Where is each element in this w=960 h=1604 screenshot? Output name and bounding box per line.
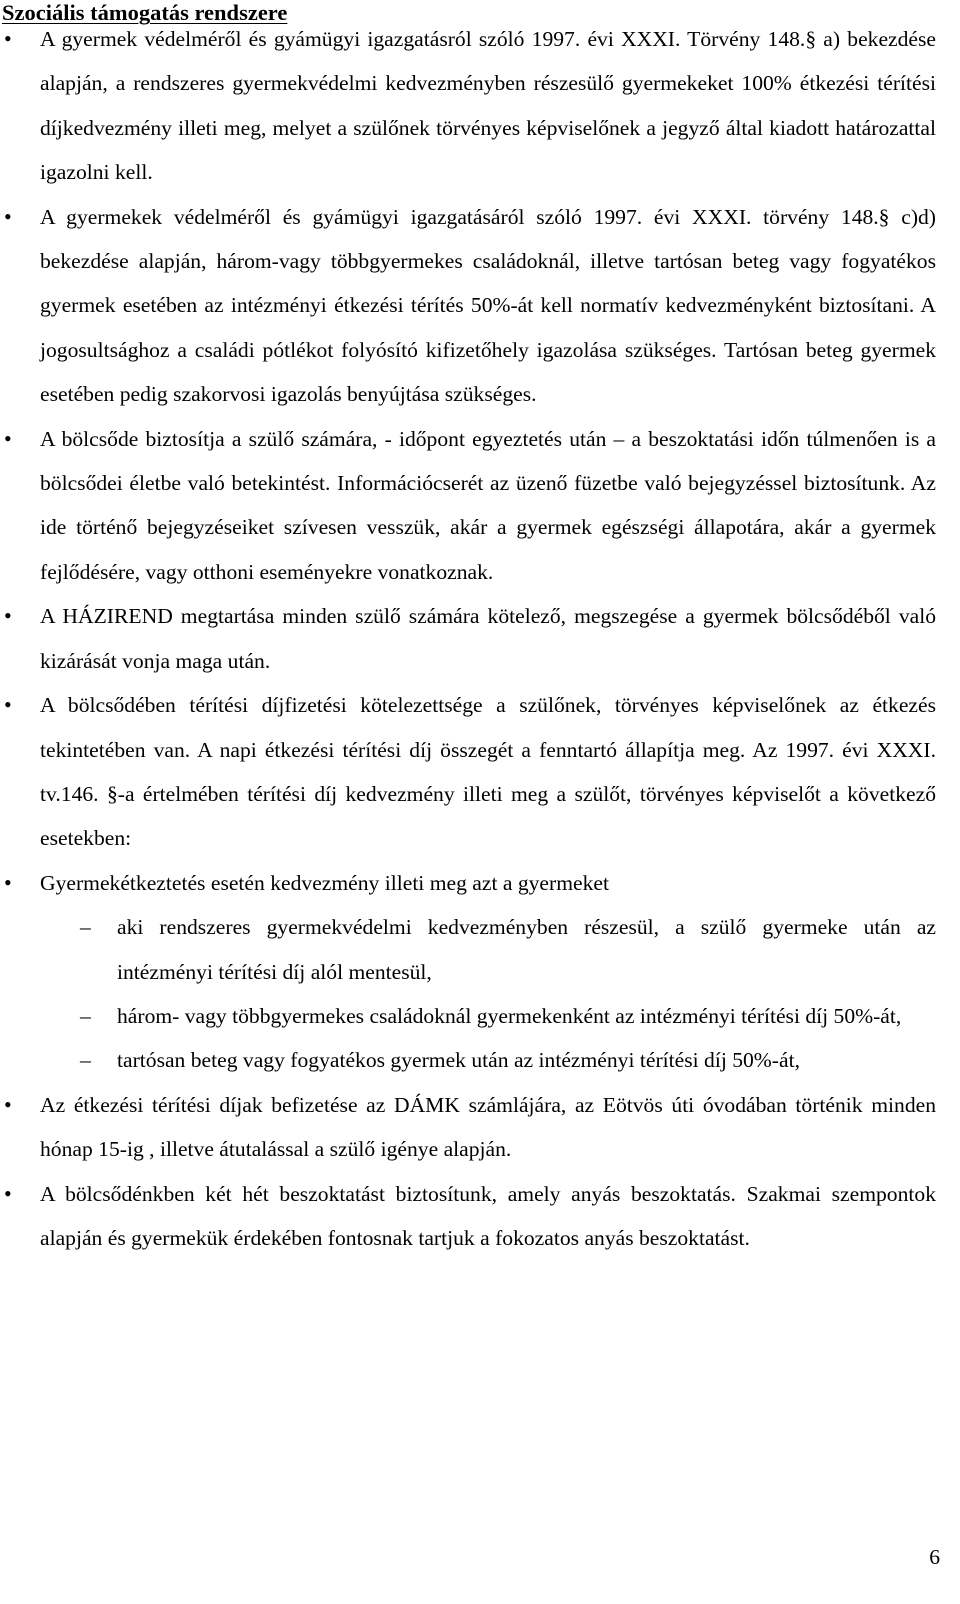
section-heading: Szociális támogatás rendszere bbox=[2, 0, 288, 25]
dash-list-item bbox=[0, 1038, 960, 1082]
dash-list bbox=[0, 905, 960, 1083]
list-item-text: A bölcsődénkben két hét beszoktatást biztosítunk, amely anyás beszoktatás. Szakmai szempontok alapján és gyermekük érdekében fontosnak tartjuk a fokozatos anyás beszoktatást. bbox=[40, 1181, 936, 1250]
bullet-icon: • bbox=[4, 1091, 12, 1117]
dash-icon: – bbox=[80, 915, 91, 940]
page-number: 6 bbox=[929, 1545, 940, 1569]
bullet-icon: • bbox=[4, 869, 12, 895]
dash-icon: – bbox=[80, 1003, 91, 1028]
list-item-text: A bölcsőde biztosítja a szülő számára, - időpont egyeztetés után – a beszoktatási időn túlmenően is a bölcsődei életbe való betekintést. Információcserét az üzenő füzetbe való bejegyzéssel biztosítunk. Az ide történő bejegyzéseiket szívesen vesszük, akár a gyermek egészségi állapotára, akár a gyermek fejlődésére, vagy otthoni eseményekre vonatkoznak. bbox=[40, 426, 936, 584]
list-item bbox=[0, 861, 960, 1083]
list-item bbox=[0, 594, 960, 683]
dash-list-item-text: aki rendszeres gyermekvédelmi kedvezményben részesül, a szülő gyermeke után az intézményi térítési díj alól mentesül, bbox=[117, 915, 936, 984]
list-item bbox=[0, 683, 960, 861]
bullet-icon: • bbox=[4, 603, 12, 629]
list-item-text: A bölcsődében térítési díjfizetési kötelezettsége a szülőnek, törvényes képviselőnek az étkezés tekintetében van. A napi étkezési térítési díj összegét a fenntartó állapítja meg. Az 1997. évi XXXI. tv.146. §-a értelmében térítési díj kedvezmény illeti meg a szülőt, törvényes képviselőt a következő esetekben: bbox=[40, 693, 936, 851]
list-item bbox=[0, 17, 960, 195]
list-item-text: A gyermekek védelméről és gyámügyi igazgatásáról szóló 1997. évi XXXI. törvény 148.§ c)d) bekezdése alapján, három-vagy többgyermekes családoknál, illetve tartósan beteg vagy fogyatékos gyermek esetében az intézményi étkezési térítés 50%-át kell normatív kedvezményként biztosítani. A jogosultsághoz a családi pótlékot folyósító kifizetőhely igazolása szükséges. Tartósan beteg gyermek esetében pedig szakorvosi igazolás benyújtása szükséges. bbox=[40, 204, 936, 407]
list-item-text: A HÁZIREND megtartása minden szülő számára kötelező, megszegése a gyermek bölcsődéből való kizárását vonja maga után. bbox=[40, 604, 936, 673]
list-item-text: Az étkezési térítési díjak befizetése az DÁMK számlájára, az Eötvös úti óvodában történik minden hónap 15-ig , illetve átutalással a szülő igénye alapján. bbox=[40, 1092, 936, 1162]
bullet-icon: • bbox=[4, 1180, 12, 1206]
list-item bbox=[0, 195, 960, 417]
dash-list-item bbox=[0, 905, 960, 994]
bullet-list bbox=[0, 17, 960, 1260]
bullet-icon: • bbox=[4, 692, 12, 718]
dash-icon: – bbox=[80, 1048, 91, 1073]
list-item bbox=[0, 1172, 960, 1261]
bullet-icon: • bbox=[4, 203, 12, 229]
list-item bbox=[0, 1083, 960, 1172]
dash-list-item-text: három- vagy többgyermekes családoknál gyermekenként az intézményi térítési díj 50%-át, bbox=[117, 1003, 902, 1028]
dash-list-item bbox=[0, 994, 960, 1038]
bullet-icon: • bbox=[4, 425, 12, 451]
list-item-text: Gyermekétkeztetés esetén kedvezmény illeti meg azt a gyermeket bbox=[40, 870, 609, 895]
list-item-text: A gyermek védelméről és gyámügyi igazgatásról szóló 1997. évi XXXI. Törvény 148.§ a) bekezdése alapján, a rendszeres gyermekvédelmi kedvezményben részesülő gyermekeket 100% étkezési térítési díjkedvezmény illeti meg, melyet a szülőnek törvényes képviselőnek a jegyző által kiadott határozattal igazolni kell. bbox=[40, 27, 936, 185]
bullet-icon: • bbox=[4, 26, 12, 51]
dash-list-item-text: tartósan beteg vagy fogyatékos gyermek után az intézményi térítési díj 50%-át, bbox=[117, 1048, 800, 1073]
list-item bbox=[0, 417, 960, 595]
